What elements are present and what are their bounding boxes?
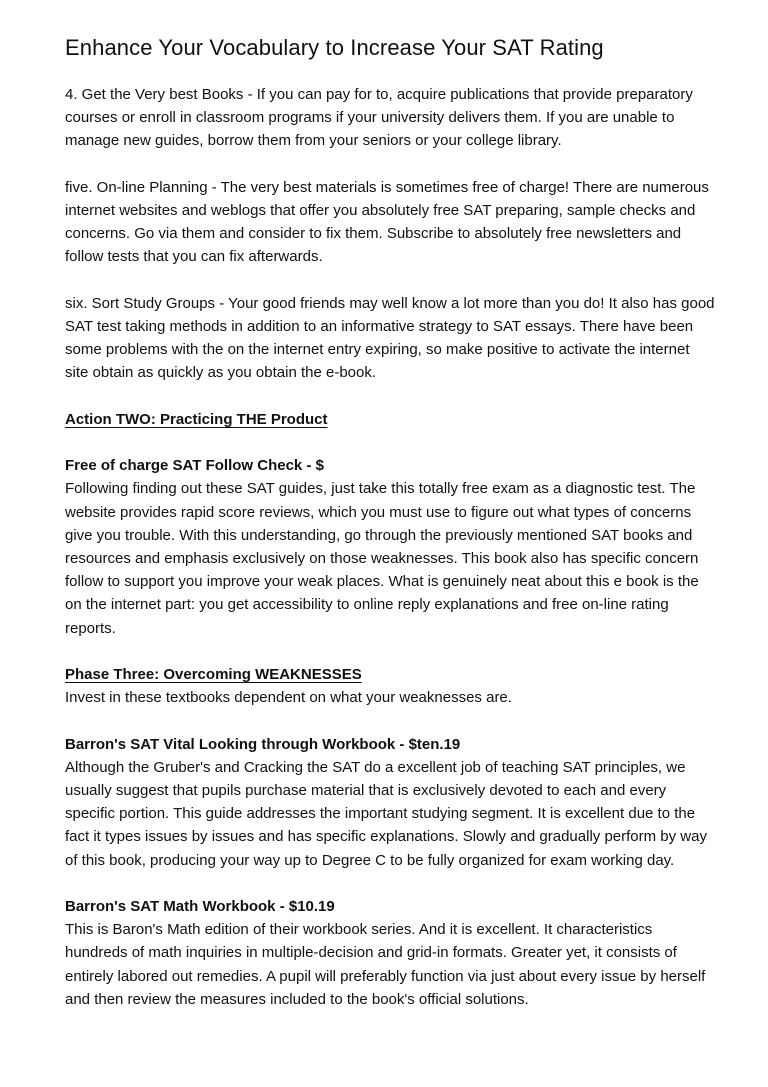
page-title: Enhance Your Vocabulary to Increase Your SAT Rating	[65, 35, 604, 60]
paragraph-spacer	[65, 431, 715, 454]
subheading-math-workbook: Barron's SAT Math Workbook - $10.19	[65, 898, 335, 915]
section-heading-phase-three: Phase Three: Overcoming WEAKNESSES	[65, 666, 362, 683]
paragraph-practice-test: Following finding out these SAT guides, just take this totally free exam as a diagnostic test. The website provides rapid score reviews, which you must use to figure out what types of concerns give you trouble. With this understanding, go through the previously mentioned SAT books and resources and emphasis exclusively on those weaknesses. This book also has specific concern follow to support you improve your weak places. What is genuinely neat about this e book is the on the internet part: you get accessibility to online reply explanations and free on-line rating reports.	[65, 480, 699, 637]
subheading-reading-workbook: Barron's SAT Vital Looking through Workbook - $ten.19	[65, 735, 461, 753]
document-page	[65, 34, 715, 1011]
paragraph-reading-workbook: Although the Gruber's and Cracking the SAT do a excellent job of teaching SAT principles, we usually suggest that pupils purchase material that is exclusively devoted to each and every specific portion. This guide addresses the important studying segment. It is excellent due to the fact it types issues by issues and has specific explanations. Slowly and gradually perform by way of this book, producing your way up to Degree C to be fully organized for exam working day.	[65, 758, 707, 869]
paragraph-get-books: 4. Get the Very best Books - If you can pay for to, acquire publications that provide preparatory courses or enroll in classroom programs if your university delivers them. If you are unable to manage new guides, borrow them from your seniors or your college library.	[65, 86, 693, 150]
section-heading-action-two: Action TWO: Practicing THE Product	[65, 410, 328, 428]
paragraph-spacer	[65, 640, 715, 663]
subheading-free-practice-test: Free of charge SAT Follow Check - $	[65, 457, 324, 475]
paragraph-spacer	[65, 269, 715, 292]
paragraph-spacer	[65, 385, 715, 408]
paragraph-spacer	[65, 872, 715, 895]
paragraph-math-workbook: This is Baron's Math edition of their workbook series. And it is excellent. It characteristics hundreds of math inquiries in multiple-decision and grid-in formats. Greater yet, it consists of entirely labored out remedies. A pupil will preferably function via just about every issue by herself and then review the measures included to the book's official solutions.	[65, 921, 706, 1008]
paragraph-online-planning: five. On-line Planning - The very best materials is sometimes free of charge! There are numerous internet websites and weblogs that offer you absolutely free SAT preparing, sample checks and concerns. Go via them and consider to fix them. Subscribe to absolutely free newsletters and follow tests that you can fix afterwards.	[65, 178, 709, 266]
paragraph-phase-three-intro: Invest in these textbooks dependent on what your weaknesses are.	[65, 689, 512, 707]
paragraph-study-groups: six. Sort Study Groups - Your good friends may well know a lot more than you do! It also has good SAT test taking methods in addition to an informative strategy to SAT essays. There have been some problems with the on the internet entry expiring, so make positive to activate the internet site obtain as quickly as you obtain the e-book.	[65, 294, 715, 382]
paragraph-spacer	[65, 709, 715, 732]
paragraph-spacer	[65, 153, 715, 176]
